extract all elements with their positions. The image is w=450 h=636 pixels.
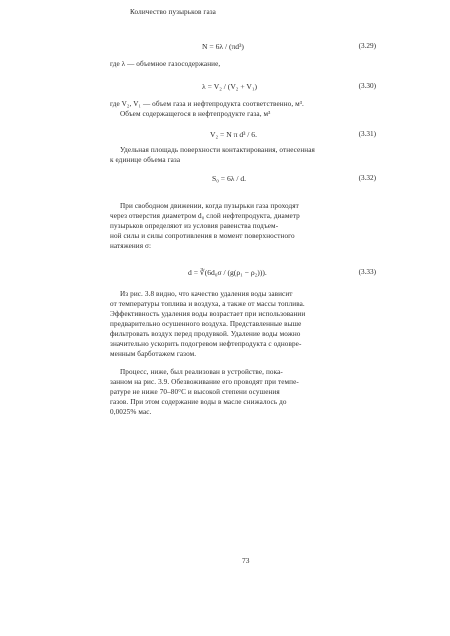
text-line: менным барботажем газом. bbox=[110, 350, 197, 358]
text-line: газов. При этом содержание воды в масле снижалось до bbox=[110, 398, 287, 406]
equation-number: (3.30) bbox=[358, 82, 376, 90]
document-page bbox=[110, 0, 380, 636]
text-line: предварительно осушенного воздуха. Представленные выше bbox=[110, 320, 302, 328]
text-line: к единице объема газа bbox=[110, 156, 181, 164]
text-line: Процесс, ниже, был реализован в устройстве, пока- bbox=[120, 368, 283, 376]
text-line: где V₂, V₁ — объем газа и нефтепродукта соответственно, м³. bbox=[110, 100, 304, 108]
text-line: Эффективность удаления воды возрастает при использовании bbox=[110, 310, 306, 318]
equation-number: (3.31) bbox=[358, 130, 376, 138]
text-line: Количество пузырьков газа bbox=[130, 8, 216, 16]
text-line: от температуры топлива и воздуха, а также от массы топлива. bbox=[110, 300, 305, 308]
formula: N = 6λ / (πd³) bbox=[202, 42, 244, 51]
text-line: натяжения σ: bbox=[110, 242, 152, 250]
text-line: значительно ускорить подогревом нефтепродукта с одновре- bbox=[110, 340, 302, 348]
text-line: Удельная площадь поверхности контактирования, отнесенная bbox=[120, 146, 315, 154]
text-line: пузырьков определяют из условия равенства подъем- bbox=[110, 222, 279, 230]
text-line: При свободном движении, когда пузырьки газа проходят bbox=[120, 202, 299, 210]
text-line: где λ — объемное газосодержание, bbox=[110, 60, 221, 68]
equation-number: (3.29) bbox=[358, 42, 376, 50]
formula: λ = V₂ / (V₂ + V₁) bbox=[202, 82, 258, 91]
text-line: Из рис. 3.8 видно, что качество удаления воды зависит bbox=[120, 290, 293, 298]
equation-number: (3.33) bbox=[358, 268, 376, 276]
text-line: через отверстия диаметром d₀ слой нефтепродукта, диаметр bbox=[110, 212, 300, 220]
page-number: 73 bbox=[242, 556, 250, 565]
text-line: ной силы и силы сопротивления в момент поверхностного bbox=[110, 232, 295, 240]
text-line: 0,0025% мас. bbox=[110, 408, 152, 416]
equation-number: (3.32) bbox=[358, 174, 376, 182]
text-line: ратуре не ниже 70–80°С и высокой степени осушения bbox=[110, 388, 280, 396]
text-line: Объем содержащегося в нефтепродукте газа, м³ bbox=[120, 110, 271, 118]
text-line: фильтровать воздух перед продувкой. Удаление воды можно bbox=[110, 330, 301, 338]
formula: d = ∛(6d₀σ / (g(ρ₁ − ρ₂))). bbox=[188, 268, 267, 277]
text-line: занном на рис. 3.9. Обезвоживание его проводят при темпе- bbox=[110, 378, 299, 386]
formula: V₂ = N π d³ / 6. bbox=[210, 130, 258, 139]
formula: S₀ = 6λ / d. bbox=[212, 174, 247, 183]
